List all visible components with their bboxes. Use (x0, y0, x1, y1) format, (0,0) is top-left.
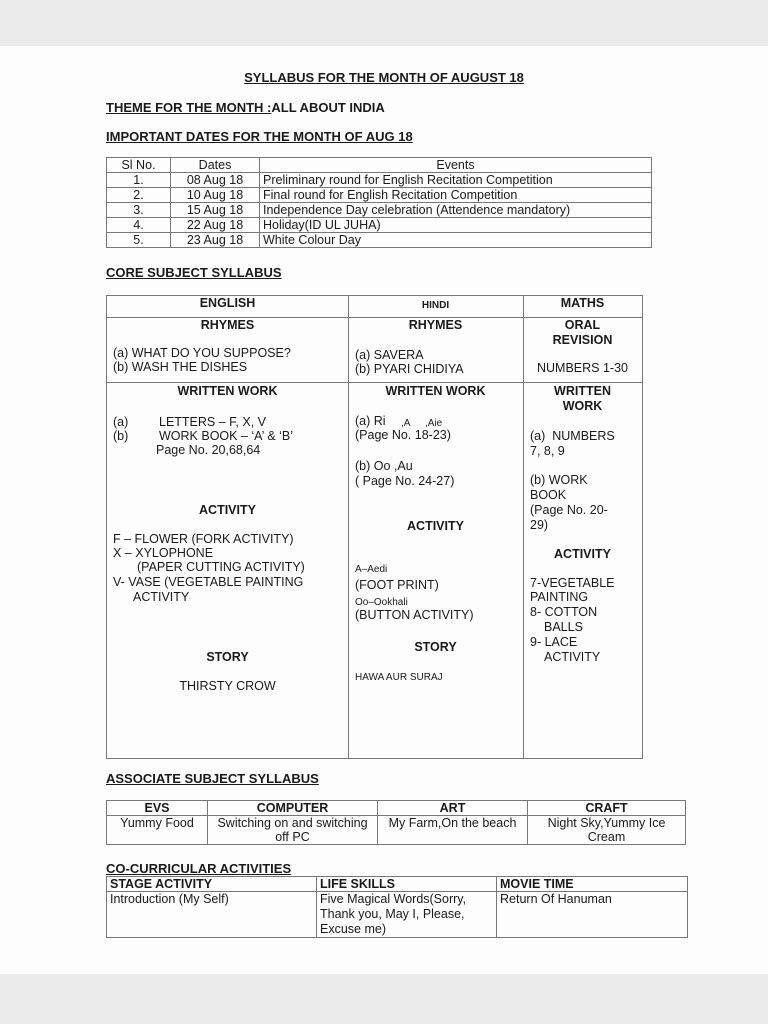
english-header: ENGLISH (199, 296, 256, 310)
row-divider (107, 382, 642, 383)
hindi-story-title: STORY (414, 640, 457, 654)
cocurricular-header-row: STAGE ACTIVITY LIFE SKILLS MOVIE TIME (107, 877, 688, 892)
cocurricular-table (106, 876, 688, 938)
english-story: THIRSTY CROW (179, 679, 276, 693)
hindi-rhymes-title: RHYMES (408, 318, 463, 332)
table-row: 2. 10 Aug 18 Final round for English Recitation Competition (107, 188, 652, 203)
theme-label: THEME FOR THE MONTH : (106, 100, 272, 115)
table-row: Introduction (My Self) Five Magical Words(Sorry, Thank you, May I, Please, Excuse me) Return Of Hanuman (107, 892, 688, 938)
dates-header-slno: Sl No. (107, 158, 171, 173)
dates-header-events: Events (260, 158, 652, 173)
dates-header-dates: Dates (171, 158, 260, 173)
english-rhymes-title: RHYMES (200, 318, 255, 332)
dates-table (106, 157, 652, 248)
english-written-title: WRITTEN WORK (177, 384, 278, 398)
english-story-title: STORY (206, 650, 249, 664)
page-title: SYLLABUS FOR THE MONTH OF AUGUST 18 (244, 70, 524, 85)
associate-table (106, 800, 686, 845)
table-row: 5. 23 Aug 18 White Colour Day (107, 233, 652, 248)
core-heading: CORE SUBJECT SYLLABUS (106, 265, 282, 280)
maths-activity-title: ACTIVITY (554, 547, 611, 561)
table-row: Yummy Food Switching on and switching off PC My Farm,On the beach Night Sky,Yummy Ice Cream (107, 816, 686, 845)
hindi-written-title: WRITTEN WORK (385, 384, 486, 398)
core-syllabus-table: ENGLISH RHYMES (a) WHAT DO YOU SUPPOSE? (b) WASH THE DISHES WRITTEN WORK (a) LETTERS – F, X, V (b) WORK BOOK – ‘A’ & ‘B’ Page No. 20,68,64 ACTIVITY F – FLOWER (FORK ACTIVITY) X – XYLOPHONE (PAPER CUTTING ACTIVITY) V- VASE (VEGETABLE PAINTING ACTIVITY STORY THIRSTY CROW HINDI RHYMES (a) SAVERA (b) PYARI CHIDIYA WRITTEN WORK (a) Ri ,A ,Aie (Page No. 18-23) (b) Oo ,Au ( Page No. 24-27) ACTIVITY A–Aedi (FOOT PRINT) Oo–Ookhali (BUTTON ACTIVITY) STORY HAWA AUR SURAJ MATHS ORAL REVISION NUMBERS 1-30 WRITTEN WORK (a) NUMBERS 7, 8, 9 (b) WORK BOOK (Page No. 20- 29) ACTIVITY 7-VEGETABLE PAINTING 8- COTTON BALLS 9- LACE ACTIVITY (106, 295, 643, 759)
hindi-story: HAWA AUR SURAJ (355, 672, 443, 683)
table-row: 4. 22 Aug 18 Holiday(ID UL JUHA) (107, 218, 652, 233)
cocurricular-heading: CO-CURRICULAR ACTIVITIES (106, 861, 292, 876)
theme-line (106, 100, 385, 115)
dates-header-row (107, 158, 652, 173)
associate-header-row: EVS COMPUTER ART CRAFT (107, 801, 686, 816)
english-activity-title: ACTIVITY (199, 503, 256, 517)
associate-heading: ASSOCIATE SUBJECT SYLLABUS (106, 771, 319, 786)
table-row: 1. 08 Aug 18 Preliminary round for English Recitation Competition (107, 173, 652, 188)
dates-heading: IMPORTANT DATES FOR THE MONTH OF AUG 18 (106, 129, 413, 144)
document-page (0, 46, 768, 974)
maths-header: MATHS (560, 296, 605, 310)
theme-value: ALL ABOUT INDIA (271, 100, 385, 115)
hindi-activity-title: ACTIVITY (407, 519, 464, 533)
hindi-header: HINDI (421, 300, 450, 311)
table-row: 3. 15 Aug 18 Independence Day celebration (Attendence mandatory) (107, 203, 652, 218)
